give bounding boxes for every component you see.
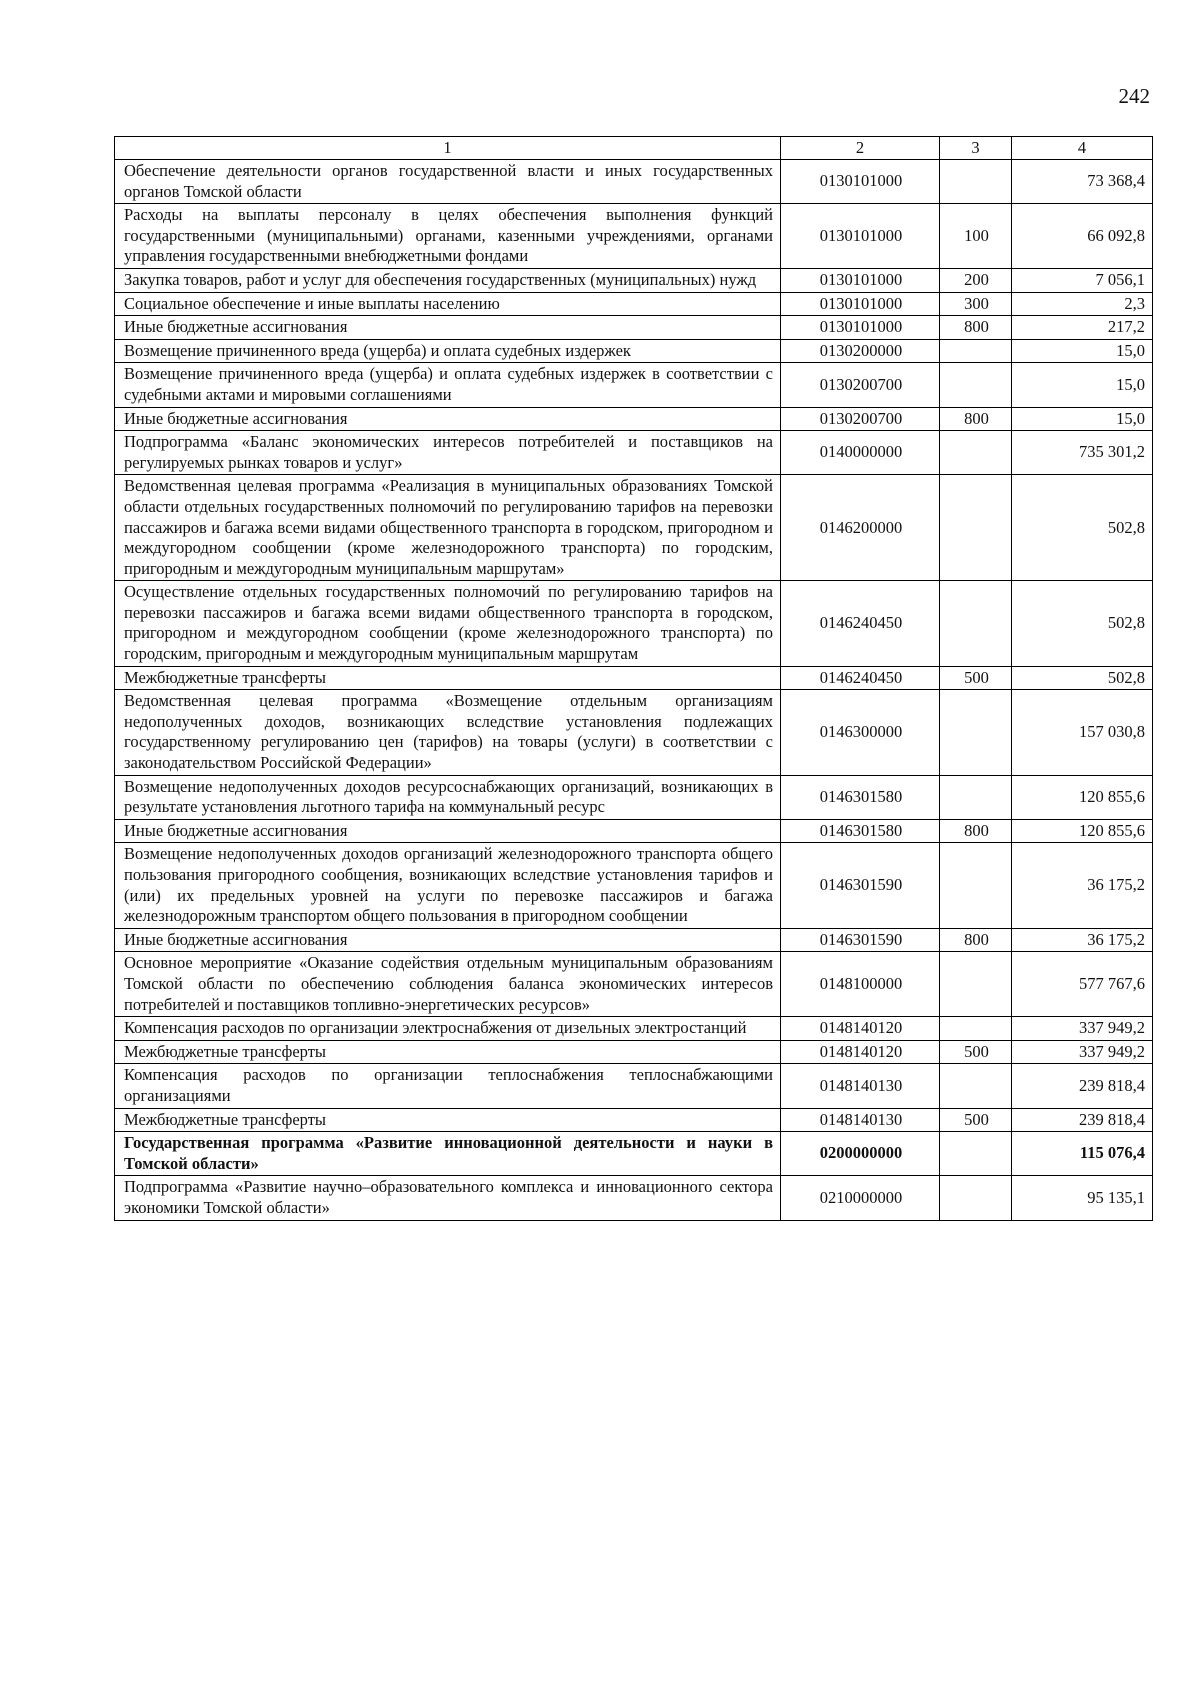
- row-name-cell: Закупка товаров, работ и услуг для обеспечения государственных (муниципальных) нужд: [115, 268, 781, 292]
- table-row: [115, 431, 1153, 475]
- row-name-cell: Иные бюджетные ассигнования: [115, 819, 781, 843]
- row-name-cell: Возмещение недополученных доходов организаций железнодорожного транспорта общего пользования пригородного сообщения, возникающих вследствие установления тарифов и (или) их предельных уровней на услуги по перевозке пассажиров и багажа железнодорожным транспортом общего пользования в пригородном сообщении: [115, 843, 781, 928]
- row-sum-cell: 239 818,4: [1012, 1108, 1153, 1132]
- row-code-cell: 0146300000: [781, 690, 940, 775]
- table-row: [115, 292, 1153, 316]
- row-expense-type-cell: 200: [940, 268, 1012, 292]
- row-code-cell: 0146200000: [781, 475, 940, 581]
- column-header-4: 4: [1012, 137, 1153, 160]
- table-row: [115, 1108, 1153, 1132]
- row-expense-type-cell: 100: [940, 204, 1012, 269]
- table-row: [115, 1017, 1153, 1041]
- row-sum-cell: 2,3: [1012, 292, 1153, 316]
- table-header-row: [115, 137, 1153, 160]
- row-code-cell: 0146301590: [781, 928, 940, 952]
- row-code-cell: 0130101000: [781, 292, 940, 316]
- column-header-1: 1: [115, 137, 781, 160]
- row-expense-type-cell: 800: [940, 928, 1012, 952]
- row-name-cell: Обеспечение деятельности органов государственной власти и иных государственных органов Томской области: [115, 160, 781, 204]
- row-expense-type-cell: 800: [940, 316, 1012, 340]
- row-sum-cell: 15,0: [1012, 363, 1153, 407]
- row-expense-type-cell: [940, 475, 1012, 581]
- table-row: [115, 316, 1153, 340]
- row-sum-cell: 95 135,1: [1012, 1176, 1153, 1220]
- table-row: [115, 690, 1153, 775]
- row-expense-type-cell: [940, 339, 1012, 363]
- row-code-cell: 0148140120: [781, 1040, 940, 1064]
- row-sum-cell: 7 056,1: [1012, 268, 1153, 292]
- row-expense-type-cell: [940, 775, 1012, 819]
- row-code-cell: 0210000000: [781, 1176, 940, 1220]
- page-number: 242: [1118, 84, 1150, 108]
- row-code-cell: 0130101000: [781, 204, 940, 269]
- table-row: [115, 819, 1153, 843]
- row-sum-cell: 115 076,4: [1012, 1132, 1153, 1176]
- row-sum-cell: 502,8: [1012, 666, 1153, 690]
- row-code-cell: 0148140130: [781, 1108, 940, 1132]
- row-code-cell: 0148140120: [781, 1017, 940, 1041]
- row-sum-cell: 735 301,2: [1012, 431, 1153, 475]
- table-row: [115, 1132, 1153, 1176]
- row-name-cell: Возмещение причиненного вреда (ущерба) и оплата судебных издержек в соответствии с судебными актами и мировыми соглашениями: [115, 363, 781, 407]
- table-row: [115, 268, 1153, 292]
- row-expense-type-cell: [940, 1064, 1012, 1108]
- row-sum-cell: 157 030,8: [1012, 690, 1153, 775]
- row-expense-type-cell: 500: [940, 666, 1012, 690]
- row-sum-cell: 73 368,4: [1012, 160, 1153, 204]
- row-code-cell: 0130200700: [781, 407, 940, 431]
- table-row: [115, 475, 1153, 581]
- row-code-cell: 0140000000: [781, 431, 940, 475]
- row-expense-type-cell: [940, 1176, 1012, 1220]
- table-row: [115, 407, 1153, 431]
- row-code-cell: 0130200700: [781, 363, 940, 407]
- row-expense-type-cell: [940, 160, 1012, 204]
- row-name-cell: Межбюджетные трансферты: [115, 666, 781, 690]
- row-expense-type-cell: [940, 952, 1012, 1017]
- row-name-cell: Осуществление отдельных государственных полномочий по регулированию тарифов на перевозки пассажиров и багажа всеми видами общественного транспорта в городском, пригородном и междугородном сообщении (кроме железнодорожного транспорта) по городским, пригородным и междугородным муниципальным маршрутам: [115, 581, 781, 666]
- table-row: [115, 843, 1153, 928]
- row-expense-type-cell: [940, 690, 1012, 775]
- row-name-cell: Иные бюджетные ассигнования: [115, 407, 781, 431]
- row-name-cell: Межбюджетные трансферты: [115, 1040, 781, 1064]
- table-row: [115, 363, 1153, 407]
- row-code-cell: 0148140130: [781, 1064, 940, 1108]
- row-sum-cell: 120 855,6: [1012, 819, 1153, 843]
- row-expense-type-cell: [940, 363, 1012, 407]
- table-row: [115, 666, 1153, 690]
- row-code-cell: 0130101000: [781, 160, 940, 204]
- row-name-cell: Ведомственная целевая программа «Реализация в муниципальных образованиях Томской области отдельных государственных полномочий по регулированию тарифов на перевозки пассажиров и багажа всеми видами общественного транспорта в городском, пригородном и междугородном сообщении (кроме железнодорожного транспорта) по городским, пригородным и междугородным муниципальным маршрутам»: [115, 475, 781, 581]
- row-expense-type-cell: [940, 843, 1012, 928]
- table-row: [115, 1064, 1153, 1108]
- table-body: [115, 160, 1153, 1221]
- row-sum-cell: 15,0: [1012, 407, 1153, 431]
- row-code-cell: 0146240450: [781, 581, 940, 666]
- column-header-2: 2: [781, 137, 940, 160]
- table-row: [115, 204, 1153, 269]
- row-sum-cell: 66 092,8: [1012, 204, 1153, 269]
- row-sum-cell: 15,0: [1012, 339, 1153, 363]
- row-sum-cell: 337 949,2: [1012, 1040, 1153, 1064]
- row-expense-type-cell: 500: [940, 1108, 1012, 1132]
- row-expense-type-cell: 800: [940, 819, 1012, 843]
- table-row: [115, 160, 1153, 204]
- row-sum-cell: 577 767,6: [1012, 952, 1153, 1017]
- row-sum-cell: 502,8: [1012, 581, 1153, 666]
- row-expense-type-cell: 500: [940, 1040, 1012, 1064]
- row-code-cell: 0146301590: [781, 843, 940, 928]
- row-code-cell: 0130101000: [781, 268, 940, 292]
- row-code-cell: 0200000000: [781, 1132, 940, 1176]
- table-row: [115, 1040, 1153, 1064]
- row-code-cell: 0146301580: [781, 775, 940, 819]
- row-name-cell: Возмещение недополученных доходов ресурсоснабжающих организаций, возникающих в результате установления льготного тарифа на коммунальный ресурс: [115, 775, 781, 819]
- row-code-cell: 0130200000: [781, 339, 940, 363]
- row-expense-type-cell: 300: [940, 292, 1012, 316]
- row-name-cell: Иные бюджетные ассигнования: [115, 316, 781, 340]
- row-expense-type-cell: [940, 431, 1012, 475]
- row-sum-cell: 36 175,2: [1012, 843, 1153, 928]
- row-name-cell: Подпрограмма «Развитие научно–образовательного комплекса и инновационного сектора экономики Томской области»: [115, 1176, 781, 1220]
- table-row: [115, 952, 1153, 1017]
- row-sum-cell: 36 175,2: [1012, 928, 1153, 952]
- row-expense-type-cell: 800: [940, 407, 1012, 431]
- table-row: [115, 928, 1153, 952]
- table-row: [115, 1176, 1153, 1220]
- row-sum-cell: 337 949,2: [1012, 1017, 1153, 1041]
- row-name-cell: Ведомственная целевая программа «Возмещение отдельным организациям недополученных доходов, возникающих вследствие установления подлежащих государственному регулированию цен (тарифов) на товары (услуги) в соответствии с законодательством Российской Федерации»: [115, 690, 781, 775]
- row-name-cell: Компенсация расходов по организации электроснабжения от дизельных электростанций: [115, 1017, 781, 1041]
- row-sum-cell: 502,8: [1012, 475, 1153, 581]
- column-header-3: 3: [940, 137, 1012, 160]
- row-sum-cell: 217,2: [1012, 316, 1153, 340]
- table-row: [115, 581, 1153, 666]
- row-code-cell: 0146240450: [781, 666, 940, 690]
- table-row: [115, 775, 1153, 819]
- row-name-cell: Компенсация расходов по организации теплоснабжения теплоснабжающими организациями: [115, 1064, 781, 1108]
- row-expense-type-cell: [940, 581, 1012, 666]
- row-name-cell: Межбюджетные трансферты: [115, 1108, 781, 1132]
- row-name-cell: Возмещение причиненного вреда (ущерба) и оплата судебных издержек: [115, 339, 781, 363]
- row-expense-type-cell: [940, 1132, 1012, 1176]
- row-name-cell: Расходы на выплаты персоналу в целях обеспечения выполнения функций государственными (муниципальными) органами, казенными учреждениями, органами управления государственными внебюджетными фондами: [115, 204, 781, 269]
- budget-table: [114, 136, 1153, 1221]
- row-code-cell: 0148100000: [781, 952, 940, 1017]
- row-expense-type-cell: [940, 1017, 1012, 1041]
- row-code-cell: 0146301580: [781, 819, 940, 843]
- row-name-cell: Государственная программа «Развитие инновационной деятельности и науки в Томской области»: [115, 1132, 781, 1176]
- row-name-cell: Основное мероприятие «Оказание содействия отдельным муниципальным образованиям Томской области по обеспечению соблюдения баланса экономических интересов потребителей и поставщиков топливно-энергетических ресурсов»: [115, 952, 781, 1017]
- row-name-cell: Социальное обеспечение и иные выплаты населению: [115, 292, 781, 316]
- row-sum-cell: 239 818,4: [1012, 1064, 1153, 1108]
- row-code-cell: 0130101000: [781, 316, 940, 340]
- row-name-cell: Иные бюджетные ассигнования: [115, 928, 781, 952]
- row-sum-cell: 120 855,6: [1012, 775, 1153, 819]
- row-name-cell: Подпрограмма «Баланс экономических интересов потребителей и поставщиков на регулируемых рынках товаров и услуг»: [115, 431, 781, 475]
- table-row: [115, 339, 1153, 363]
